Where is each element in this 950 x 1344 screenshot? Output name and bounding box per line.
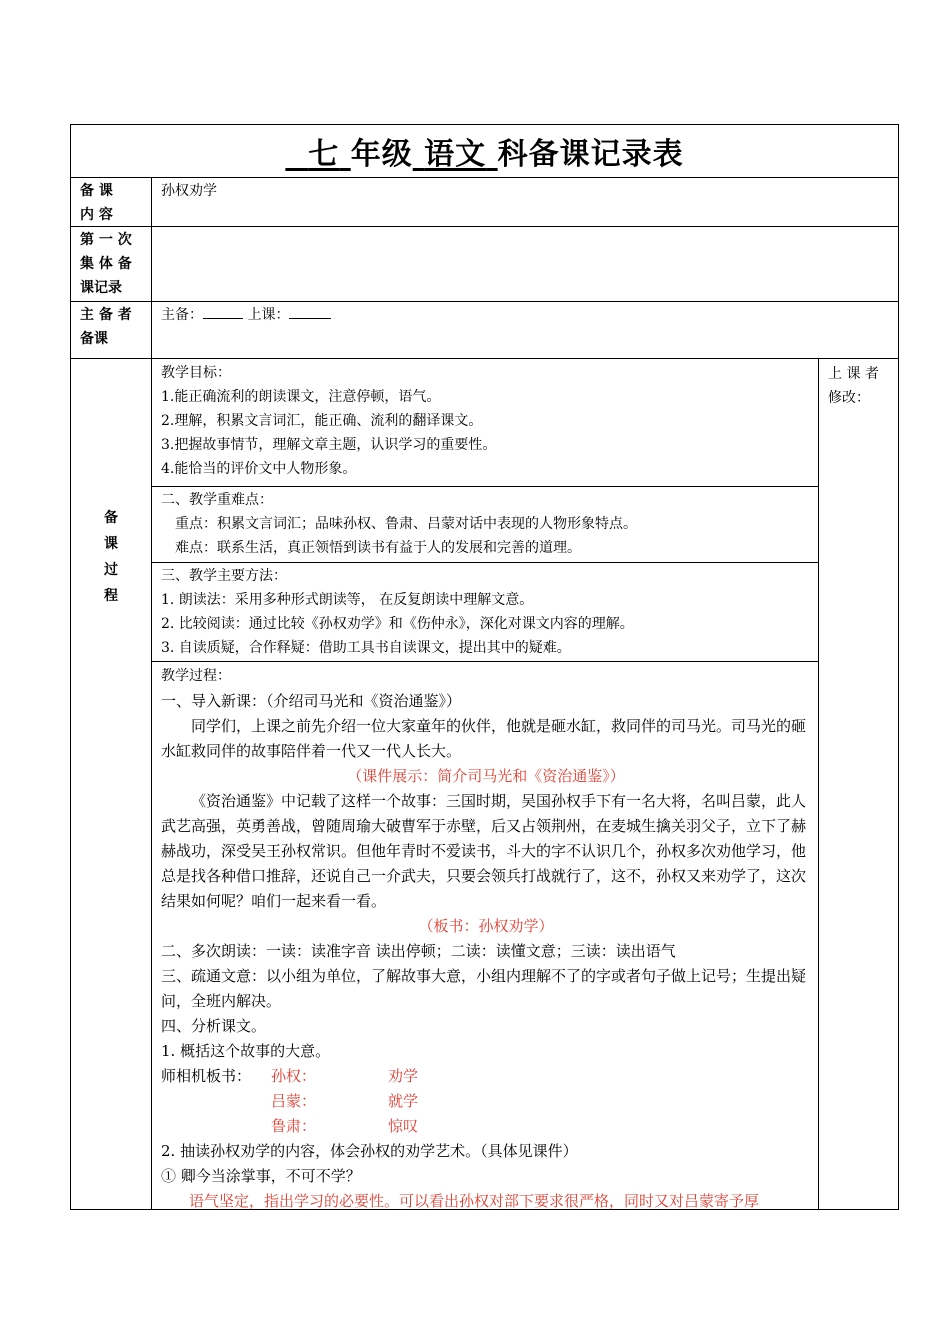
method-item: 3. 自读质疑，合作释疑：借助工具书自读课文，提出其中的疑难。	[161, 640, 571, 656]
row-divider	[71, 358, 898, 359]
content-value: 孙权劝学	[161, 183, 217, 199]
board-row	[161, 1089, 811, 1114]
method-item: 2. 比较阅读：通过比较《孙权劝学》和《伤仲永》，深化对课文内容的理解。	[161, 616, 634, 632]
intro-paragraph: 同学们，上课之前先介绍一位大家童年的伙伴，他就是砸水缸，救同伴的司马光。司马光的砸水缸救同伴的故事陪伴着一代又一代人长大。	[161, 717, 807, 760]
column-divider	[151, 177, 152, 1209]
board-label: 师相机板书：	[161, 1067, 252, 1085]
main-prep-label-text: 主备：	[161, 307, 203, 323]
keypoints-difficulty: 难点：联系生活，真正领悟到读书有益于人的发展和完善的道理。	[175, 540, 581, 556]
process-heading: 教学过程：	[161, 668, 231, 684]
row-divider	[71, 177, 898, 178]
main-prep-label: 主 备 者 备课	[80, 307, 132, 347]
class-teacher-blank[interactable]	[289, 304, 331, 319]
board-name: 鲁肃：	[271, 1117, 317, 1135]
board-name: 吕蒙：	[271, 1092, 317, 1110]
question-2: 2. 抽读孙权劝学的内容，体会孙权的劝学艺术。（具体见课件）	[161, 1142, 578, 1160]
board-row	[161, 1064, 811, 1089]
intro-heading: 一、导入新课：（介绍司马光和《资治通鉴》）	[161, 692, 462, 710]
step-analysis: 四、分析课文。	[161, 1017, 267, 1035]
main-prep-fields	[161, 303, 331, 327]
board-row	[161, 1114, 811, 1139]
teaching-process	[161, 664, 811, 1214]
analysis-1: 语气坚定，指出学习的必要性。可以看出孙权对部下要求很严格，同时又对吕蒙寄予厚	[189, 1192, 760, 1210]
step-reading: 二、多次朗读：一读：读准字音 读出停顿；二读：读懂文意；三读：读出语气	[161, 942, 676, 960]
story-paragraph: 《资治通鉴》中记载了这样一个故事：三国时期，吴国孙权手下有一名大将，名叫吕蒙，此人武艺高强，英勇善战，曾随周瑜大破曹军于赤壁，后又占领荆州，在麦城生擒关羽父子，立下了赫赫战功，深受吴王孙权常识。但他年青时不爱读书，斗大的字不认识几个，孙权多次劝他学习，他总是找各种借口推辞，还说自己一介武夫，只要会领兵打战就行了，这不，孙权又来劝学了，这次结果如何呢？咱们一起来看一看。	[161, 792, 807, 910]
row-divider	[71, 226, 898, 227]
goal-item: 1.能正确流利的朗读课文，注意停顿，语气。	[161, 389, 441, 405]
title-subject: 语文	[424, 137, 487, 172]
lesson-record-table	[70, 124, 899, 1210]
page-title	[71, 125, 898, 177]
quote-1: ① 卿今当涂掌事，不可不学？	[161, 1167, 361, 1185]
board-note: （板书：孙权劝学）	[418, 917, 554, 935]
process-label: 备 课 过 程	[104, 510, 118, 604]
title-grade: 七	[308, 137, 340, 172]
row-divider	[152, 562, 818, 563]
method-item: 1. 朗读法：采用多种形式朗读等， 在反复朗读中理解文意。	[161, 592, 534, 608]
key-points	[161, 488, 811, 560]
row-divider	[71, 301, 898, 302]
board-act: 惊叹	[388, 1117, 419, 1135]
board-act: 就学	[388, 1092, 419, 1110]
goal-item: 3.把握故事情节，理解文章主题，认识学习的重要性。	[161, 437, 497, 453]
step-translation: 三、疏通文意：以小组为单位，了解故事大意，小组内理解不了的字或者句子做上记号；生提出疑问，全班内解决。	[161, 967, 807, 1010]
teaching-methods	[161, 564, 811, 660]
class-teacher-label-text: 上课：	[247, 307, 290, 323]
goal-item: 2.理解，积累文言词汇，能正确、流利的翻译课文。	[161, 413, 483, 429]
title-rest: 科备课记录表	[497, 137, 684, 172]
column-divider	[818, 358, 819, 1209]
title-grade-suffix: 年级	[350, 137, 413, 172]
courseware-note: （课件展示：简介司马光和《资治通鉴》）	[347, 767, 625, 785]
goals-heading: 教学目标：	[161, 365, 231, 381]
row-divider	[152, 661, 818, 662]
row-divider	[152, 486, 818, 487]
keypoints-heading: 二、教学重难点：	[161, 492, 273, 508]
board-act: 劝学	[388, 1067, 419, 1085]
teacher-revision: 上 课 者 修改：	[828, 366, 879, 406]
content-label: 备 课 内 容	[80, 183, 113, 223]
methods-heading: 三、教学主要方法：	[161, 568, 287, 584]
teaching-goals	[161, 361, 811, 481]
group-record-label: 第 一 次 集 体 备 课记录	[80, 232, 132, 296]
goal-item: 4.能恰当的评价文中人物形象。	[161, 461, 357, 477]
keypoints-focus: 重点：积累文言词汇；品味孙权、鲁肃、吕蒙对话中表现的人物形象特点。	[175, 516, 637, 532]
question-1: 1. 概括这个故事的大意。	[161, 1042, 331, 1060]
main-prep-blank[interactable]	[203, 304, 243, 319]
board-name: 孙权：	[271, 1067, 317, 1085]
